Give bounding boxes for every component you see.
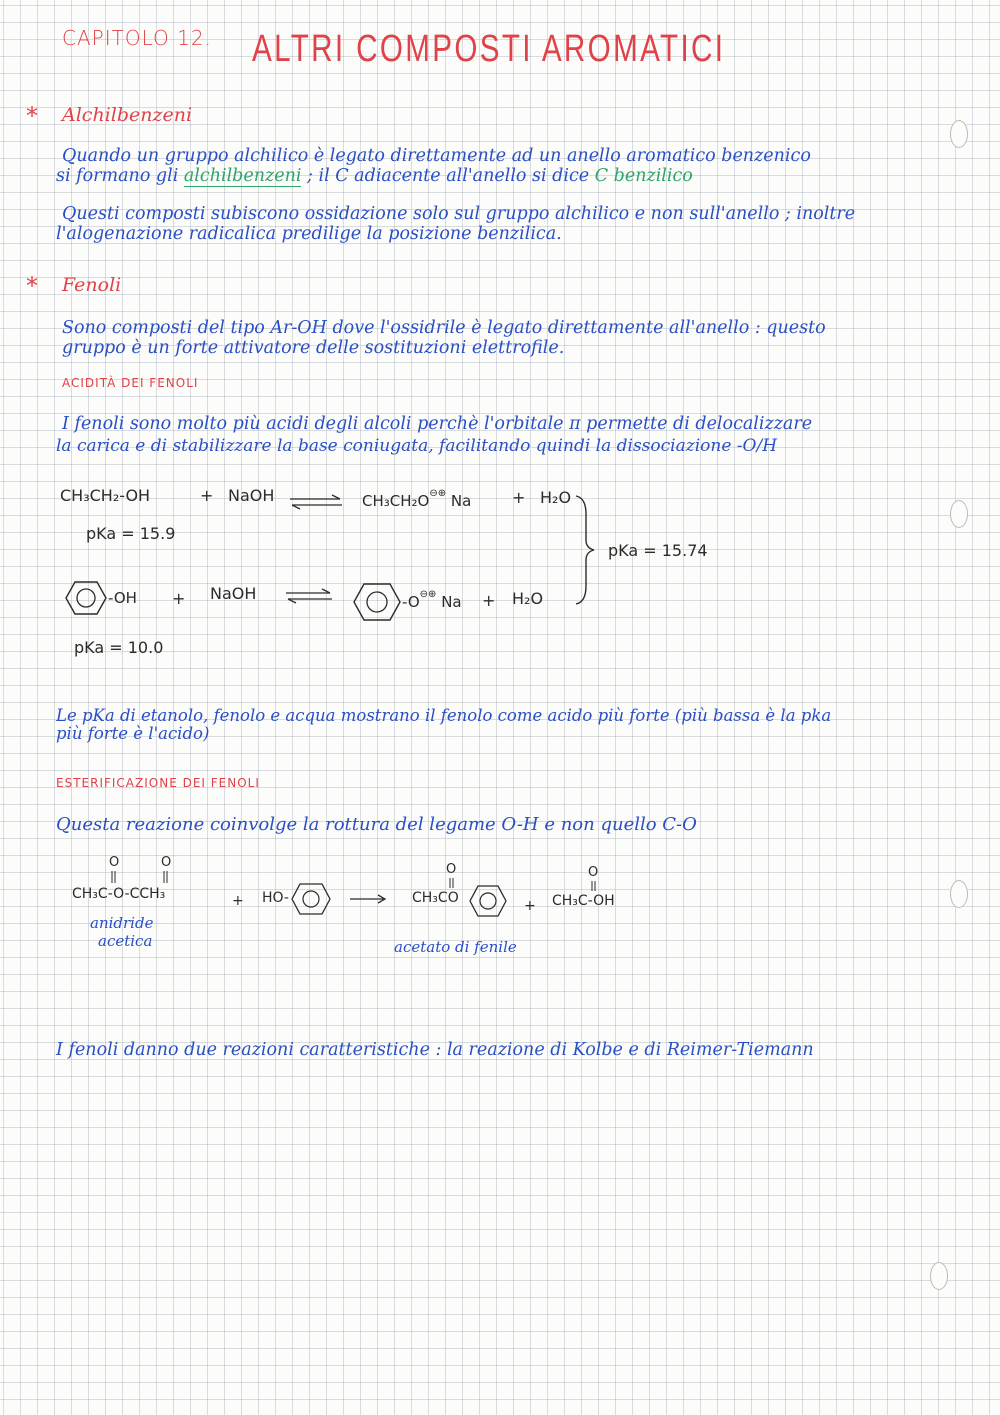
paragraph-line: gruppo è un forte attivatore delle sostituzioni elettrofile. [62,338,565,358]
page-title: ALTRI COMPOSTI AROMATICI [252,28,726,70]
product-water: H₂O [540,488,572,507]
binder-hole [950,500,968,528]
paragraph-line: Questa reazione coinvolge la rottura del legame O-H e non quello C-O [56,814,697,835]
bracket [572,494,602,606]
section-heading-fenoli: Fenoli [62,274,122,296]
formula: CH₃CH₂O [362,492,430,510]
phenol-oh: -OH [108,589,137,607]
carbonyl-oxygen: O [446,862,457,877]
reactant-ethanol: CH₃CH₂-OH [60,486,151,505]
plus-sign: + [200,486,214,505]
benzene-ring-icon [352,582,402,622]
benzene-ring-icon [468,884,508,918]
subsection-heading: ESTERIFICAZIONE DEI FENOLI [56,776,260,790]
paragraph-line: Quando un gruppo alchilico è legato direttamente ad un anello aromatico benzenico [62,146,811,166]
pka-ethanol: pKa = 15.9 [86,524,176,543]
reactant-naoh: NaOH [210,584,257,603]
hydroxy-group: HO- [262,890,289,906]
binder-hole [950,120,968,148]
double-bond [446,878,458,890]
text-span: ; il C adiacente all'anello si dice [301,166,595,186]
chapter-label: CAPITOLO 12. [62,26,212,50]
reaction-arrow [348,894,388,904]
formula: -O [402,593,420,611]
phenoxide [402,589,462,611]
sodium: Na [450,492,472,510]
product-ethoxide [362,488,471,510]
pka-phenol: pKa = 10.0 [74,638,164,657]
paragraph-line: l'alogenazione radicalica predilige la posizione benzilica. [56,224,562,244]
benzene-ring-icon [64,580,108,616]
subsection-heading: ACIDITÀ DEI FENOLI [62,376,199,390]
paragraph-line: I fenoli danno due reazioni caratteristiche : la reazione di Kolbe e di Reimer-Tiemann [56,1040,814,1060]
equilibrium-arrow [288,494,344,510]
anhydride-name: anidride [90,914,154,932]
double-bond [588,881,600,893]
section-bullet: * [26,102,38,130]
highlight-term: C benzilico [594,166,693,186]
plus-sign: + [524,898,536,914]
binder-hole [930,1262,948,1290]
double-bond [108,871,178,885]
paragraph-line: Le pKa di etanolo, fenolo e acqua mostrano il fenolo come acido più forte (più bassa è la pka [56,706,832,725]
paragraph-line: la carica e di stabilizzare la base coniugata, facilitando quindi la dissociazione -O/H [56,436,778,456]
equilibrium-arrow [284,588,334,604]
carbonyl-oxygen: O [109,855,120,870]
section-bullet: * [26,272,38,300]
paragraph-line: Questi composti subiscono ossidazione solo sul gruppo alchilico e non sull'anello ; inoltre [62,204,856,224]
carbonyl-oxygen: O [588,865,599,880]
acetic-acid-formula: CH₃C-OH [552,893,615,909]
plus-sign: + [172,589,186,608]
plus-sign: + [482,591,496,610]
binder-hole [950,880,968,908]
anhydride-formula: CH₃C-O-CCH₃ [72,886,166,902]
anhydride-name: acetica [98,932,153,950]
charge-signs: ⊖⊕ [429,488,447,499]
ester-name: acetato di fenile [394,938,517,956]
sodium: Na [441,593,462,611]
section-heading-alchilbenzeni: Alchilbenzeni [62,104,193,126]
highlight-term: alchilbenzeni [183,166,302,186]
benzene-ring-icon [290,882,332,916]
paragraph-line: più forte è l'acido) [56,724,210,743]
paragraph-line [56,166,693,186]
paragraph-line: Sono composti del tipo Ar-OH dove l'ossidrile è legato direttamente all'anello : questo [62,318,826,338]
plus-sign: + [512,488,526,507]
paragraph-line: I fenoli sono molto più acidi degli alcoli perchè l'orbitale π permette di delocalizzare [62,414,813,434]
ester-formula: CH₃CO [412,890,459,906]
charge-signs: ⊖⊕ [419,589,437,600]
text-span: si formano gli [56,166,184,186]
reactant-naoh: NaOH [228,486,275,505]
pka-water: pKa = 15.74 [608,541,708,560]
product-water: H₂O [512,589,544,608]
plus-sign: + [232,893,244,909]
carbonyl-oxygen: O [161,855,172,870]
